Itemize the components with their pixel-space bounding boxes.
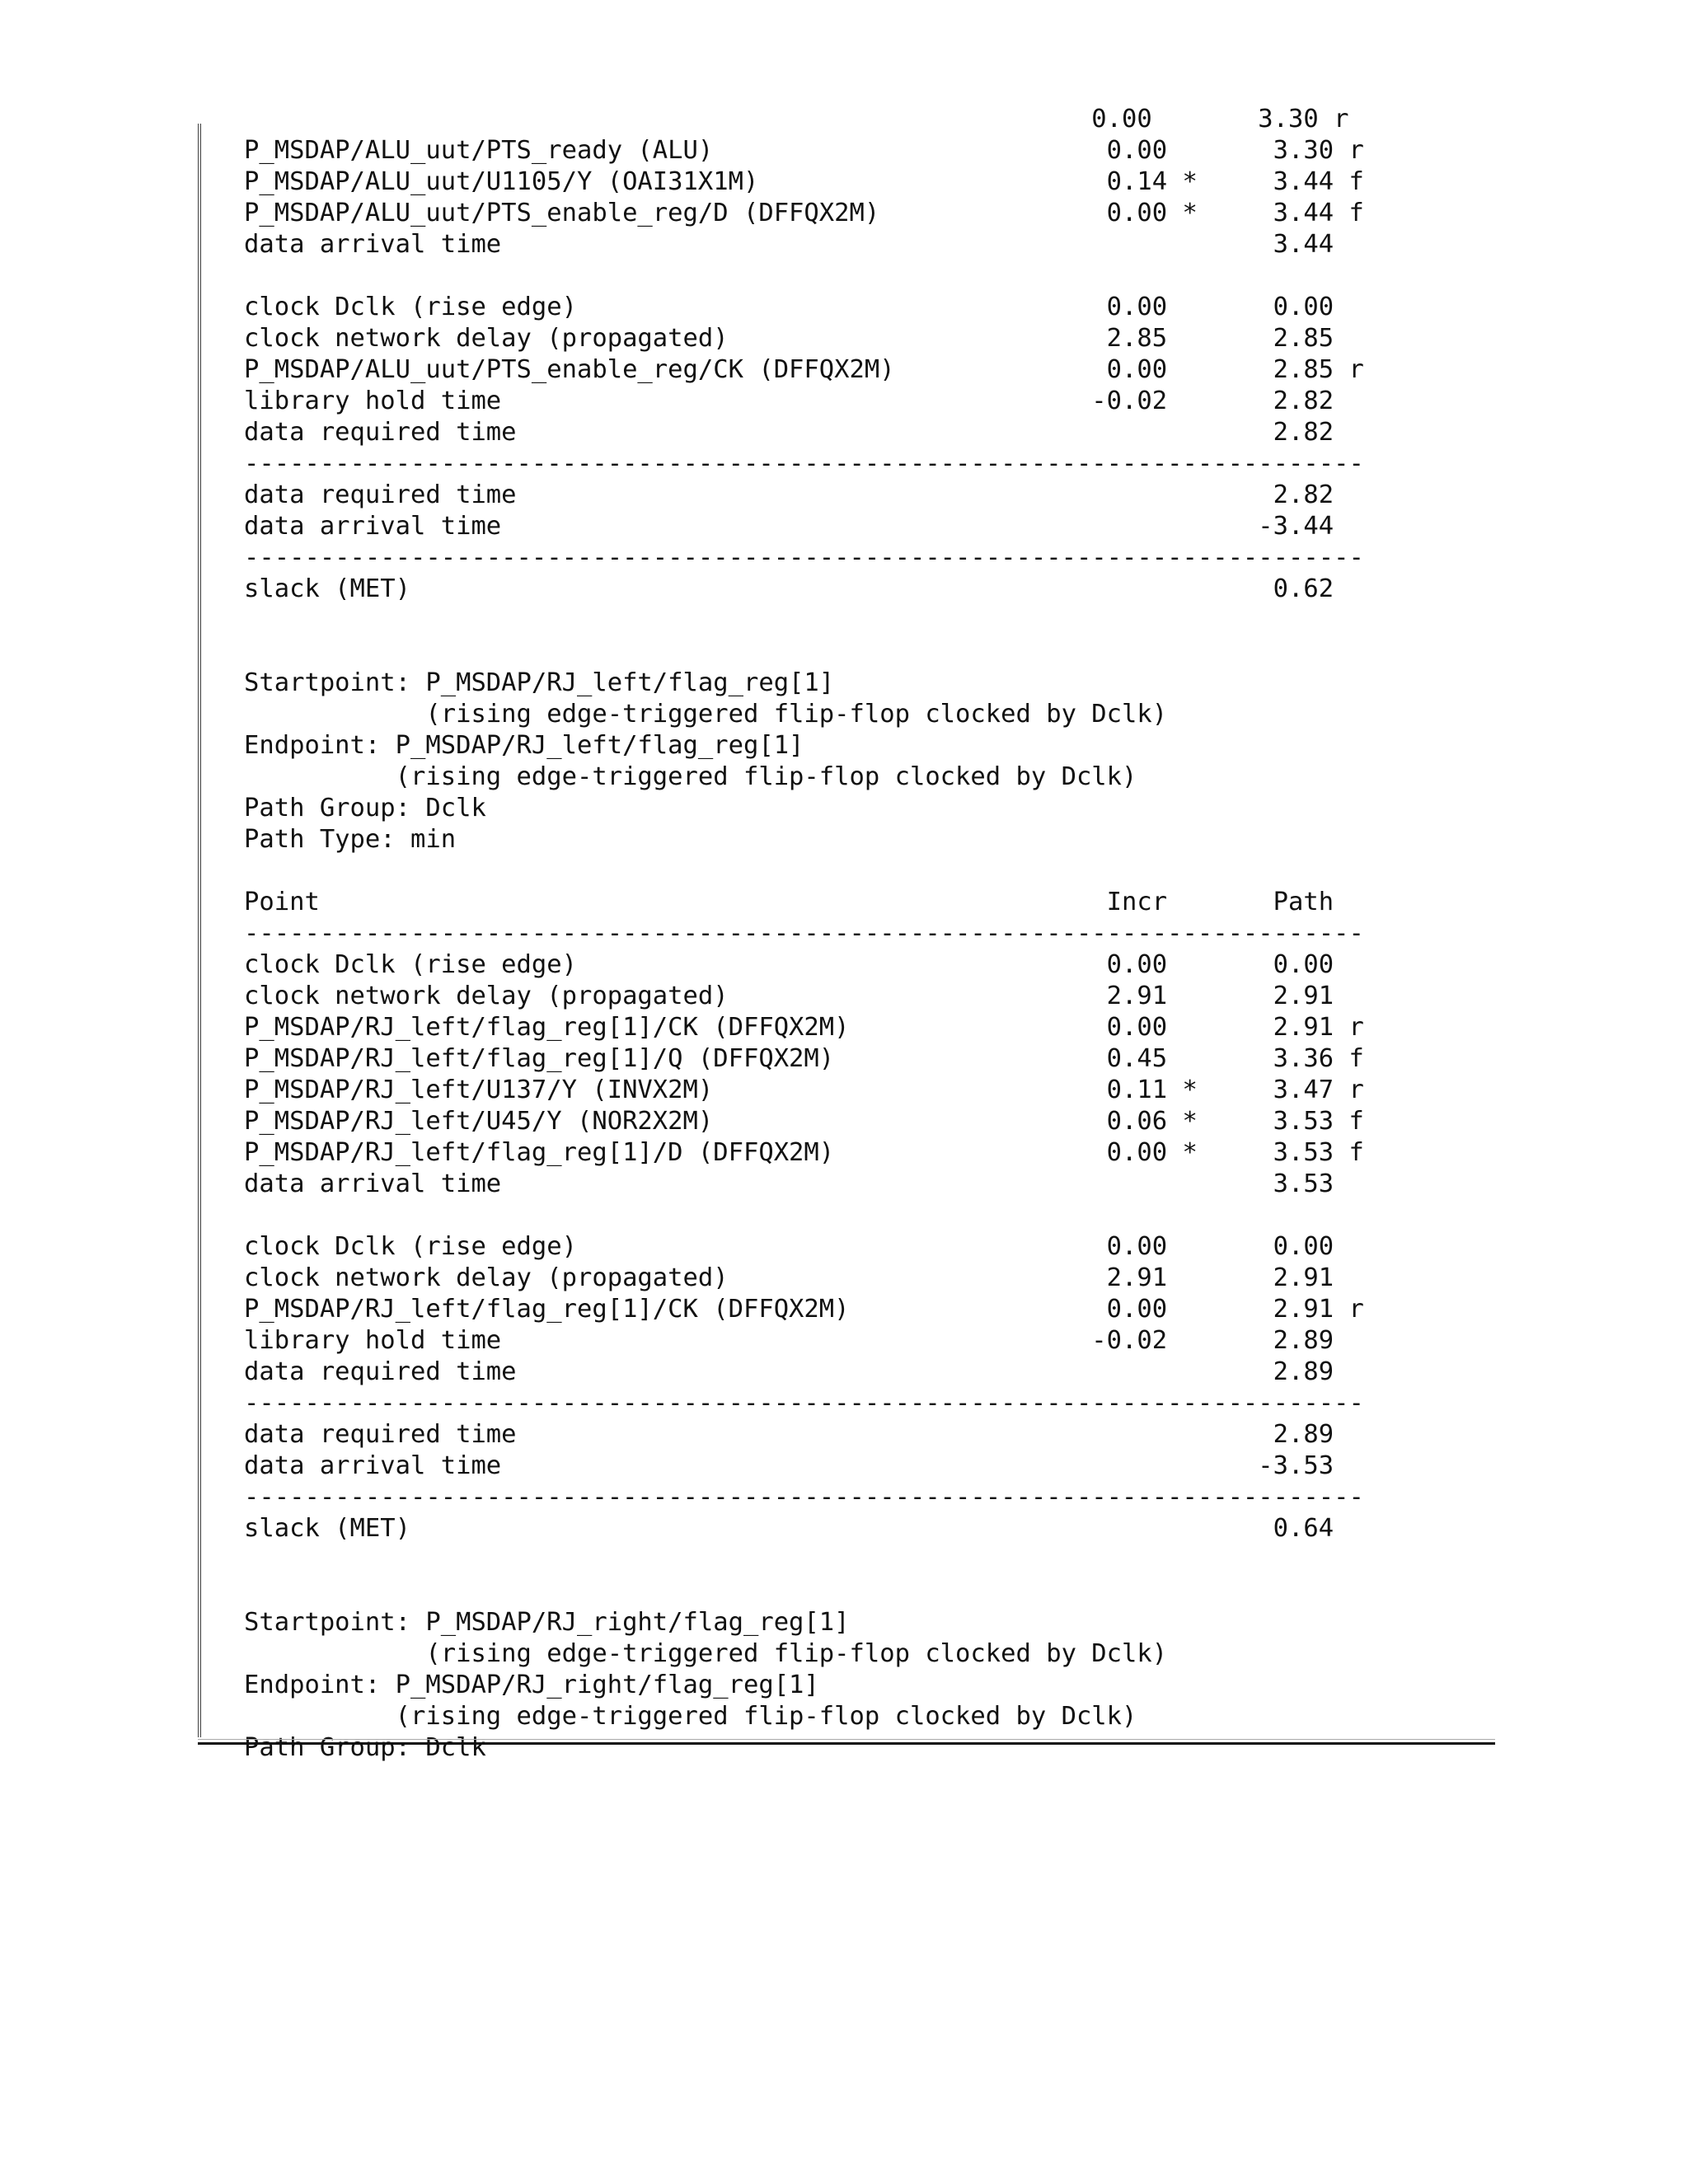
timing-report-text — [244, 104, 1364, 1764]
report-line: (rising edge-triggered flip-flop clocked by Dclk) — [244, 700, 1168, 729]
report-line: slack (MET) 0.62 — [244, 574, 1334, 603]
report-line: 0.00 3.30 r — [244, 105, 1349, 134]
report-line: library hold time -0.02 2.89 — [244, 1326, 1334, 1355]
report-line — [244, 855, 1364, 887]
report-line: P_MSDAP/RJ_left/U45/Y (NOR2X2M) 0.06 * 3.53 f — [244, 1107, 1364, 1136]
report-line: P_MSDAP/RJ_left/flag_reg[1]/D (DFFQX2M) 0.00 * 3.53 f — [244, 1138, 1364, 1167]
report-line: clock Dclk (rise edge) 0.00 0.00 — [244, 293, 1334, 321]
report-line: library hold time -0.02 2.82 — [244, 387, 1334, 415]
report-frame — [198, 105, 1495, 1762]
report-line: -------------------------------------------------------------------------- — [244, 919, 1364, 948]
report-line — [244, 636, 1364, 668]
report-line — [244, 1200, 1364, 1231]
report-line: -------------------------------------------------------------------------- — [244, 1389, 1364, 1418]
report-line: data required time 2.82 — [244, 480, 1334, 509]
report-line: -------------------------------------------------------------------------- — [244, 543, 1364, 572]
report-line: (rising edge-triggered flip-flop clocked by Dclk) — [244, 762, 1137, 791]
report-line — [244, 1544, 1364, 1576]
report-line: Endpoint: P_MSDAP/RJ_right/flag_reg[1] — [244, 1671, 819, 1699]
frame-bottom-border — [198, 1739, 1495, 1745]
report-line: P_MSDAP/RJ_left/U137/Y (INVX2M) 0.11 * 3.47 r — [244, 1076, 1364, 1104]
report-line: P_MSDAP/RJ_left/flag_reg[1]/Q (DFFQX2M) 0.45 3.36 f — [244, 1044, 1364, 1073]
report-line: P_MSDAP/ALU_uut/PTS_enable_reg/CK (DFFQX2M) 0.00 2.85 r — [244, 355, 1364, 384]
report-line: Startpoint: P_MSDAP/RJ_right/flag_reg[1] — [244, 1608, 850, 1637]
report-line — [244, 1576, 1364, 1607]
report-line: data arrival time -3.53 — [244, 1451, 1334, 1480]
report-line: P_MSDAP/ALU_uut/U1105/Y (OAI31X1M) 0.14 * 3.44 f — [244, 167, 1364, 196]
report-line: slack (MET) 0.64 — [244, 1514, 1334, 1543]
report-line: -------------------------------------------------------------------------- — [244, 1483, 1364, 1511]
report-line: -------------------------------------------------------------------------- — [244, 449, 1364, 478]
report-line: (rising edge-triggered flip-flop clocked by Dclk) — [244, 1702, 1137, 1731]
report-line: Point Incr Path — [244, 888, 1334, 916]
report-line: Path Type: min — [244, 825, 457, 854]
report-line: P_MSDAP/ALU_uut/PTS_ready (ALU) 0.00 3.30 r — [244, 136, 1364, 165]
report-line: data arrival time -3.44 — [244, 512, 1334, 541]
report-line: data arrival time 3.44 — [244, 230, 1334, 259]
report-line: data arrival time 3.53 — [244, 1169, 1334, 1198]
report-line: clock network delay (propagated) 2.85 2.85 — [244, 324, 1334, 353]
report-line: Endpoint: P_MSDAP/RJ_left/flag_reg[1] — [244, 731, 804, 760]
report-line: Path Group: Dclk — [244, 794, 486, 823]
report-line: P_MSDAP/ALU_uut/PTS_enable_reg/D (DFFQX2M) 0.00 * 3.44 f — [244, 199, 1364, 227]
report-line: clock network delay (propagated) 2.91 2.91 — [244, 982, 1334, 1010]
report-line: P_MSDAP/RJ_left/flag_reg[1]/CK (DFFQX2M) 0.00 2.91 r — [244, 1013, 1364, 1042]
report-line — [244, 605, 1364, 636]
report-line: data required time 2.82 — [244, 418, 1334, 447]
report-line: clock Dclk (rise edge) 0.00 0.00 — [244, 1232, 1334, 1261]
report-line — [244, 260, 1364, 292]
report-line: Path Group: Dclk — [244, 1733, 486, 1762]
report-line: data required time 2.89 — [244, 1420, 1334, 1449]
report-line: clock network delay (propagated) 2.91 2.91 — [244, 1263, 1334, 1292]
report-line: Startpoint: P_MSDAP/RJ_left/flag_reg[1] — [244, 668, 835, 697]
report-line: P_MSDAP/RJ_left/flag_reg[1]/CK (DFFQX2M) 0.00 2.91 r — [244, 1295, 1364, 1324]
report-line: clock Dclk (rise edge) 0.00 0.00 — [244, 950, 1334, 979]
report-line: data required time 2.89 — [244, 1357, 1334, 1386]
report-line: (rising edge-triggered flip-flop clocked by Dclk) — [244, 1639, 1168, 1668]
